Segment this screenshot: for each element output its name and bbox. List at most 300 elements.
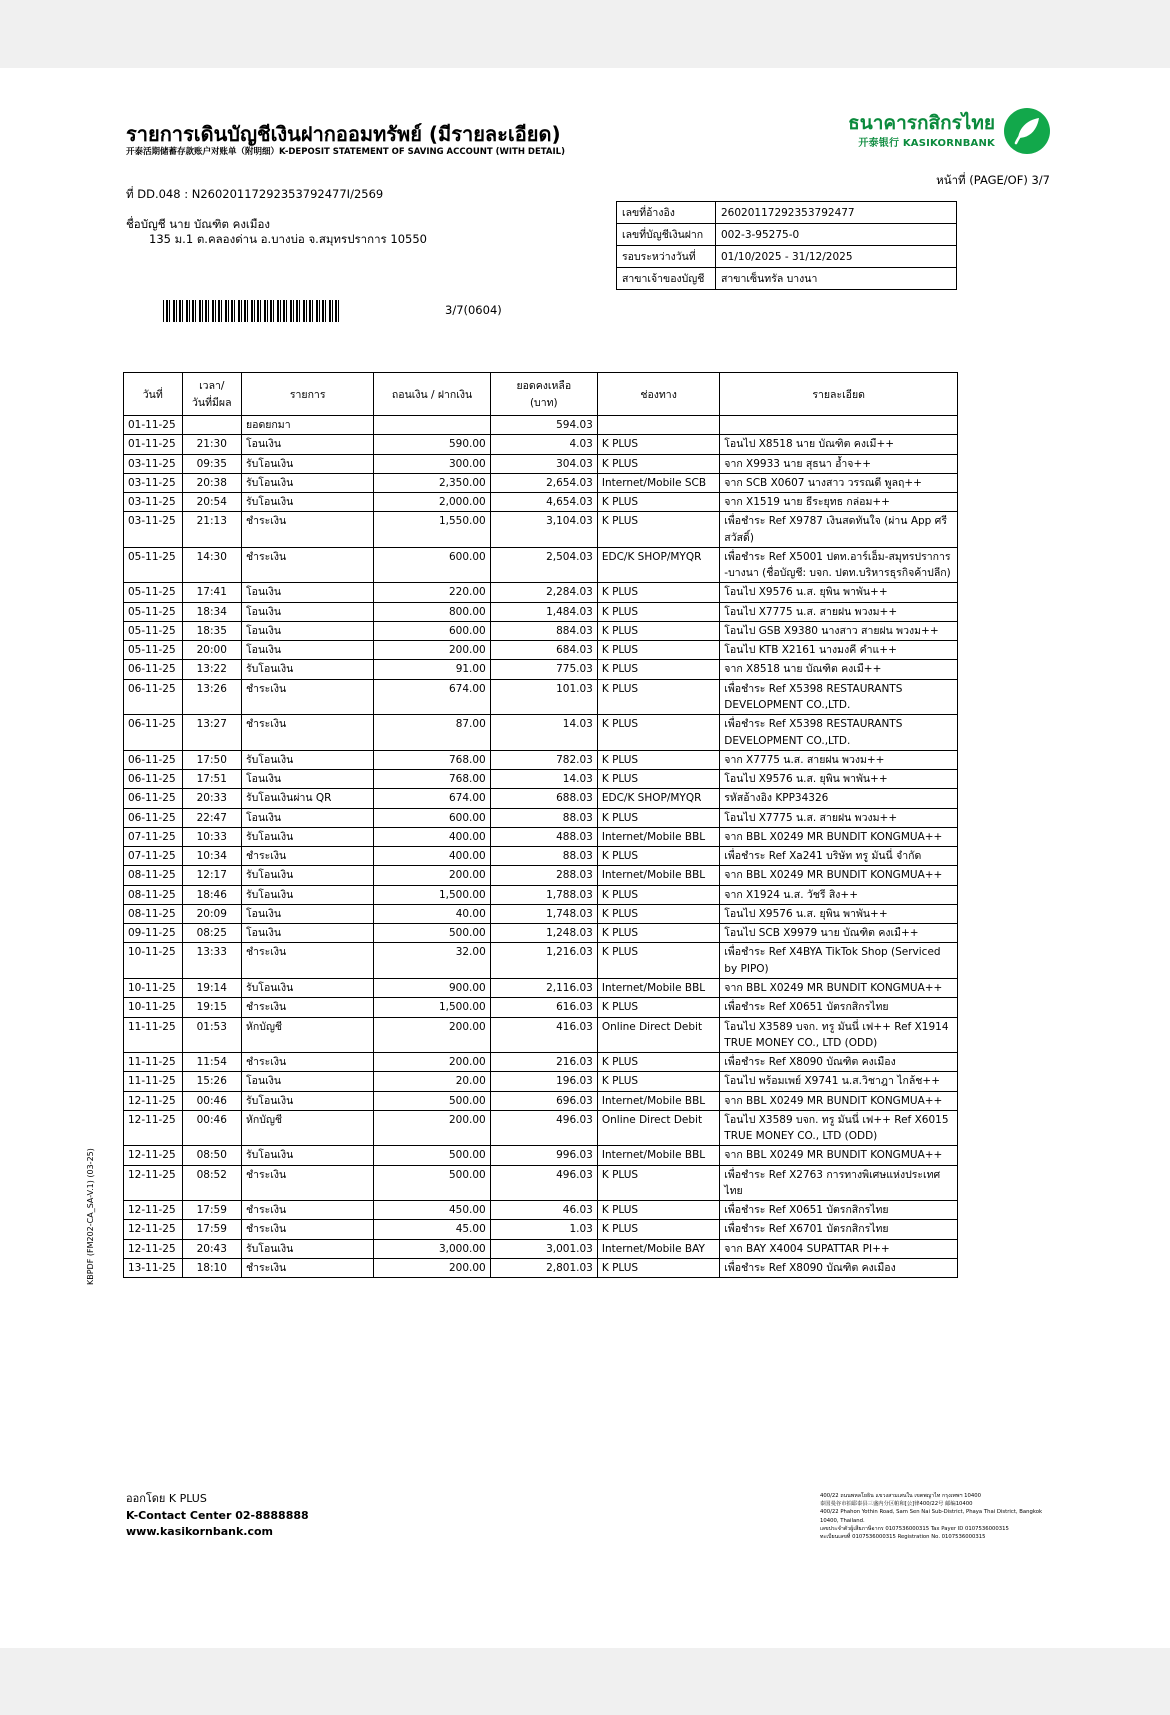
account-holder-address: 135 ม.1 ต.คลองด่าน อ.บางบ่อ จ.สมุทรปราการ 10550 bbox=[149, 232, 427, 246]
bank-name-cn-en: 开泰银行 KASIKORNBANK bbox=[858, 138, 995, 150]
cell-description: รับโอนเงินผ่าน QR bbox=[242, 789, 374, 808]
cell-balance: 1,216.03 bbox=[490, 943, 597, 979]
cell-description: รับโอนเงิน bbox=[242, 1239, 374, 1258]
cell-detail: จาก BBL X0249 MR BUNDIT KONGMUA++ bbox=[720, 978, 958, 997]
cell-time: 08:25 bbox=[182, 924, 241, 943]
table-row bbox=[124, 924, 958, 943]
transaction-table-body bbox=[124, 416, 958, 1278]
cell-balance: 696.03 bbox=[490, 1091, 597, 1110]
cell-detail: จาก X7775 น.ส. สายฝน พวงม++ bbox=[720, 750, 958, 769]
page-title: รายการเดินบัญชีเงินฝากออมทรัพย์ (มีรายละเอียด) bbox=[126, 122, 561, 146]
cell-balance: 88.03 bbox=[490, 808, 597, 827]
page-top-margin bbox=[0, 0, 1170, 68]
cell-balance: 2,801.03 bbox=[490, 1258, 597, 1277]
cell-detail: เพื่อชำระ Ref X5001 ปตท.อาร์เอ็ม-สมุทรปราการ -บางนา (ชื่อบัญชี: บจก. ปตท.บริหารธุรกิจค้าปลีก) bbox=[720, 547, 958, 583]
cell-balance: 688.03 bbox=[490, 789, 597, 808]
table-row bbox=[124, 770, 958, 789]
cell-time: 20:33 bbox=[182, 789, 241, 808]
cell-time: 17:51 bbox=[182, 770, 241, 789]
cell-balance: 616.03 bbox=[490, 998, 597, 1017]
cell-description: รับโอนเงิน bbox=[242, 978, 374, 997]
cell-channel: EDC/K SHOP/MYQR bbox=[597, 547, 719, 583]
cell-description: ชำระเงิน bbox=[242, 715, 374, 751]
table-row bbox=[124, 904, 958, 923]
info-value-branch: สาขาเซ็นทรัล บางนา bbox=[716, 268, 957, 290]
cell-balance: 496.03 bbox=[490, 1165, 597, 1201]
info-row-reference bbox=[617, 202, 957, 224]
cell-amount: 500.00 bbox=[374, 1091, 490, 1110]
cell-balance: 684.03 bbox=[490, 641, 597, 660]
cell-time: 11:54 bbox=[182, 1053, 241, 1072]
cell-balance: 1,484.03 bbox=[490, 602, 597, 621]
cell-description: รับโอนเงิน bbox=[242, 885, 374, 904]
cell-description: หักบัญชี bbox=[242, 1017, 374, 1053]
cell-detail: เพื่อชำระ Ref X0651 บัตรกสิกรไทย bbox=[720, 1201, 958, 1220]
account-holder-name: ชื่อบัญชี นาย บัณฑิต คงเมือง bbox=[126, 217, 270, 231]
cell-amount: 2,000.00 bbox=[374, 493, 490, 512]
table-row bbox=[124, 715, 958, 751]
cell-amount: 200.00 bbox=[374, 1110, 490, 1146]
cell-description: ชำระเงิน bbox=[242, 998, 374, 1017]
cell-time: 17:59 bbox=[182, 1201, 241, 1220]
cell-amount: 600.00 bbox=[374, 621, 490, 640]
cell-time: 20:38 bbox=[182, 473, 241, 492]
cell-balance: 304.03 bbox=[490, 454, 597, 473]
table-row bbox=[124, 547, 958, 583]
cell-description: ชำระเงิน bbox=[242, 1053, 374, 1072]
footer-website[interactable]: www.kasikornbank.com bbox=[126, 1525, 274, 1538]
cell-detail: โอนไป X8518 นาย บัณฑิต คงเมื++ bbox=[720, 435, 958, 454]
cell-description: ชำระเงิน bbox=[242, 943, 374, 979]
cell-time: 18:34 bbox=[182, 602, 241, 621]
form-code-vertical: KBPDF (FM202-CA_SA-V.1) (03-25) bbox=[86, 1148, 95, 1285]
cell-date: 03-11-25 bbox=[124, 454, 183, 473]
cell-detail: โอนไป GSB X9380 นางสาว สายฝน พวงม++ bbox=[720, 621, 958, 640]
cell-time: 10:34 bbox=[182, 847, 241, 866]
cell-detail: โอนไป SCB X9979 นาย บัณฑิต คงเมื++ bbox=[720, 924, 958, 943]
table-row bbox=[124, 473, 958, 492]
cell-balance: 88.03 bbox=[490, 847, 597, 866]
cell-channel: K PLUS bbox=[597, 1165, 719, 1201]
cell-channel: Internet/Mobile BBL bbox=[597, 978, 719, 997]
cell-amount: 900.00 bbox=[374, 978, 490, 997]
cell-date: 10-11-25 bbox=[124, 998, 183, 1017]
cell-channel: K PLUS bbox=[597, 924, 719, 943]
cell-channel: K PLUS bbox=[597, 435, 719, 454]
cell-amount: 1,500.00 bbox=[374, 998, 490, 1017]
cell-time: 12:17 bbox=[182, 866, 241, 885]
cell-amount: 200.00 bbox=[374, 866, 490, 885]
cell-amount: 674.00 bbox=[374, 789, 490, 808]
header-time bbox=[182, 373, 241, 416]
cell-balance: 416.03 bbox=[490, 1017, 597, 1053]
cell-description: ชำระเงิน bbox=[242, 679, 374, 715]
footer-bank-address: 400/22 ถนนพหลโยธิน แขวงสามเสนใน เขตพญาไท กรุงเทพฯ 10400 泰国曼谷市拍耶泰县三盛内分区帕和[公]律400/22号 邮编10400 400/22 Phahon Yothin Road, Sam Sen Nai Sub-District, Phaya Thai District, Bangkok 10400, Thailand. เลขประจำตัวผู้เสียภาษีอากร 0107536000315 Tax Payer ID 0107536000315 ทะเบียนเลขที่ 0107536000315 Registration No. 0107536000315 bbox=[820, 1493, 1043, 1541]
cell-time: 15:26 bbox=[182, 1072, 241, 1091]
cell-date: 08-11-25 bbox=[124, 885, 183, 904]
cell-amount: 500.00 bbox=[374, 1146, 490, 1165]
cell-detail: จาก X8518 นาย บัณฑิต คงเมื++ bbox=[720, 660, 958, 679]
cell-channel: K PLUS bbox=[597, 583, 719, 602]
footer-contact bbox=[126, 1491, 309, 1541]
cell-date: 03-11-25 bbox=[124, 493, 183, 512]
cell-detail: เพื่อชำระ Ref X8090 บัณฑิต คงเมือง bbox=[720, 1258, 958, 1277]
cell-balance: 1,248.03 bbox=[490, 924, 597, 943]
cell-balance: 996.03 bbox=[490, 1146, 597, 1165]
info-label-branch: สาขาเจ้าของบัญชี bbox=[617, 268, 716, 290]
cell-channel: Internet/Mobile BAY bbox=[597, 1239, 719, 1258]
cell-time: 19:15 bbox=[182, 998, 241, 1017]
cell-description: โอนเงิน bbox=[242, 583, 374, 602]
table-row bbox=[124, 512, 958, 548]
table-row bbox=[124, 1017, 958, 1053]
cell-date: 06-11-25 bbox=[124, 770, 183, 789]
cell-time: 13:27 bbox=[182, 715, 241, 751]
cell-date: 12-11-25 bbox=[124, 1146, 183, 1165]
info-row-account-number bbox=[617, 224, 957, 246]
cell-amount: 300.00 bbox=[374, 454, 490, 473]
cell-description: ชำระเงิน bbox=[242, 512, 374, 548]
transaction-table-head bbox=[124, 373, 958, 416]
cell-description: ชำระเงิน bbox=[242, 1165, 374, 1201]
table-row bbox=[124, 789, 958, 808]
cell-description: โอนเงิน bbox=[242, 904, 374, 923]
cell-amount: 220.00 bbox=[374, 583, 490, 602]
cell-amount: 87.00 bbox=[374, 715, 490, 751]
cell-description: รับโอนเงิน bbox=[242, 454, 374, 473]
cell-date: 05-11-25 bbox=[124, 621, 183, 640]
table-row bbox=[124, 847, 958, 866]
cell-amount: 400.00 bbox=[374, 847, 490, 866]
cell-channel: Internet/Mobile BBL bbox=[597, 827, 719, 846]
cell-detail: เพื่อชำระ Ref X9787 เงินสดทันใจ (ผ่าน App ศรี สวัสดิ์) bbox=[720, 512, 958, 548]
cell-time: 22:47 bbox=[182, 808, 241, 827]
cell-description: โอนเงิน bbox=[242, 641, 374, 660]
cell-amount: 1,500.00 bbox=[374, 885, 490, 904]
cell-detail: จาก BBL X0249 MR BUNDIT KONGMUA++ bbox=[720, 1091, 958, 1110]
cell-amount: 500.00 bbox=[374, 924, 490, 943]
cell-time: 13:22 bbox=[182, 660, 241, 679]
cell-date: 11-11-25 bbox=[124, 1053, 183, 1072]
cell-balance: 216.03 bbox=[490, 1053, 597, 1072]
cell-time: 13:26 bbox=[182, 679, 241, 715]
cell-balance: 1,788.03 bbox=[490, 885, 597, 904]
cell-date: 03-11-25 bbox=[124, 512, 183, 548]
cell-date: 12-11-25 bbox=[124, 1239, 183, 1258]
cell-description: รับโอนเงิน bbox=[242, 827, 374, 846]
header-balance bbox=[490, 373, 597, 416]
cell-time: 13:33 bbox=[182, 943, 241, 979]
cell-date: 11-11-25 bbox=[124, 1017, 183, 1053]
table-row bbox=[124, 885, 958, 904]
table-row bbox=[124, 1053, 958, 1072]
header-time-line1: เวลา/ bbox=[199, 380, 225, 392]
page-bottom-margin bbox=[0, 1648, 1170, 1715]
cell-description: ชำระเงิน bbox=[242, 1220, 374, 1239]
cell-channel: K PLUS bbox=[597, 715, 719, 751]
cell-balance: 3,001.03 bbox=[490, 1239, 597, 1258]
cell-description: โอนเงิน bbox=[242, 808, 374, 827]
info-label-reference: เลขที่อ้างอิง bbox=[617, 202, 716, 224]
cell-time: 18:35 bbox=[182, 621, 241, 640]
cell-amount: 2,350.00 bbox=[374, 473, 490, 492]
table-row bbox=[124, 808, 958, 827]
bank-name-block bbox=[848, 113, 995, 150]
bank-logo bbox=[848, 108, 1050, 154]
cell-channel: K PLUS bbox=[597, 885, 719, 904]
cell-channel: K PLUS bbox=[597, 1072, 719, 1091]
cell-amount: 674.00 bbox=[374, 679, 490, 715]
cell-balance: 594.03 bbox=[490, 416, 597, 435]
cell-detail: จาก X1519 นาย ธีระยุทธ กล่อม++ bbox=[720, 493, 958, 512]
table-row bbox=[124, 866, 958, 885]
cell-date: 07-11-25 bbox=[124, 847, 183, 866]
cell-date: 08-11-25 bbox=[124, 866, 183, 885]
table-row bbox=[124, 1258, 958, 1277]
cell-description: รับโอนเงิน bbox=[242, 473, 374, 492]
cell-date: 12-11-25 bbox=[124, 1165, 183, 1201]
footer-contact-center: K-Contact Center 02-8888888 bbox=[126, 1508, 309, 1522]
header-detail: รายละเอียด bbox=[720, 373, 958, 416]
cell-date: 12-11-25 bbox=[124, 1201, 183, 1220]
footer-issued-by: ออกโดย K PLUS bbox=[126, 1492, 207, 1505]
info-label-account-number: เลขที่บัญชีเงินฝาก bbox=[617, 224, 716, 246]
cell-channel: K PLUS bbox=[597, 1220, 719, 1239]
info-value-reference: 26020117292353792477 bbox=[716, 202, 957, 224]
cell-date: 06-11-25 bbox=[124, 750, 183, 769]
cell-detail: จาก BBL X0249 MR BUNDIT KONGMUA++ bbox=[720, 866, 958, 885]
cell-description: รับโอนเงิน bbox=[242, 1146, 374, 1165]
cell-detail: จาก BBL X0249 MR BUNDIT KONGMUA++ bbox=[720, 827, 958, 846]
cell-date: 06-11-25 bbox=[124, 660, 183, 679]
cell-amount: 200.00 bbox=[374, 1258, 490, 1277]
cell-description: รับโอนเงิน bbox=[242, 660, 374, 679]
cell-channel: K PLUS bbox=[597, 602, 719, 621]
table-row bbox=[124, 435, 958, 454]
cell-description: โอนเงิน bbox=[242, 1072, 374, 1091]
cell-channel: K PLUS bbox=[597, 904, 719, 923]
bank-name-th: ธนาคารกสิกรไทย bbox=[848, 111, 995, 134]
cell-amount: 768.00 bbox=[374, 750, 490, 769]
cell-detail: เพื่อชำระ Ref X5398 RESTAURANTS DEVELOPMENT CO.,LTD. bbox=[720, 679, 958, 715]
cell-channel: K PLUS bbox=[597, 660, 719, 679]
cell-date: 10-11-25 bbox=[124, 943, 183, 979]
cell-date: 06-11-25 bbox=[124, 715, 183, 751]
cell-balance: 14.03 bbox=[490, 715, 597, 751]
cell-detail: โอนไป X9576 น.ส. ยุพิน พาพัน++ bbox=[720, 770, 958, 789]
cell-date: 10-11-25 bbox=[124, 978, 183, 997]
cell-channel: K PLUS bbox=[597, 750, 719, 769]
cell-amount: 1,550.00 bbox=[374, 512, 490, 548]
info-row-period bbox=[617, 246, 957, 268]
cell-amount: 450.00 bbox=[374, 1201, 490, 1220]
cell-description: รับโอนเงิน bbox=[242, 750, 374, 769]
cell-amount: 200.00 bbox=[374, 1053, 490, 1072]
cell-detail: จาก BAY X4004 SUPATTAR PI++ bbox=[720, 1239, 958, 1258]
cell-time: 00:46 bbox=[182, 1091, 241, 1110]
cell-description: โอนเงิน bbox=[242, 621, 374, 640]
cell-amount bbox=[374, 416, 490, 435]
cell-time: 10:33 bbox=[182, 827, 241, 846]
table-row bbox=[124, 1165, 958, 1201]
info-label-period: รอบระหว่างวันที่ bbox=[617, 246, 716, 268]
cell-detail: โอนไป X9576 น.ส. ยุพิน พาพัน++ bbox=[720, 904, 958, 923]
cell-date: 06-11-25 bbox=[124, 808, 183, 827]
cell-channel: Internet/Mobile BBL bbox=[597, 866, 719, 885]
cell-balance: 196.03 bbox=[490, 1072, 597, 1091]
cell-time: 17:41 bbox=[182, 583, 241, 602]
cell-time: 19:14 bbox=[182, 978, 241, 997]
table-row bbox=[124, 493, 958, 512]
cell-amount: 200.00 bbox=[374, 641, 490, 660]
cell-time bbox=[182, 416, 241, 435]
table-row bbox=[124, 1239, 958, 1258]
cell-detail: เพื่อชำระ Ref Xa241 บริษัท ทรู มันนี่ จำกัด bbox=[720, 847, 958, 866]
cell-description: ยอดยกมา bbox=[242, 416, 374, 435]
cell-date: 06-11-25 bbox=[124, 679, 183, 715]
cell-channel: K PLUS bbox=[597, 943, 719, 979]
cell-amount: 500.00 bbox=[374, 1165, 490, 1201]
cell-date: 12-11-25 bbox=[124, 1091, 183, 1110]
cell-channel: K PLUS bbox=[597, 808, 719, 827]
cell-description: รับโอนเงิน bbox=[242, 493, 374, 512]
cell-time: 17:59 bbox=[182, 1220, 241, 1239]
table-row bbox=[124, 1072, 958, 1091]
cell-channel: K PLUS bbox=[597, 621, 719, 640]
info-row-branch bbox=[617, 268, 957, 290]
cell-detail: เพื่อชำระ Ref X5398 RESTAURANTS DEVELOPMENT CO.,LTD. bbox=[720, 715, 958, 751]
cell-time: 18:46 bbox=[182, 885, 241, 904]
header-balance-line2: (บาท) bbox=[529, 397, 558, 409]
cell-channel: K PLUS bbox=[597, 1053, 719, 1072]
cell-detail: รหัสอ้างอิง KPP34326 bbox=[720, 789, 958, 808]
cell-detail: เพื่อชำระ Ref X4BYA TikTok Shop (Serviced by PIPO) bbox=[720, 943, 958, 979]
cell-time: 08:52 bbox=[182, 1165, 241, 1201]
page-subtitle: 开泰活期储蓄存款账户对账单（附明细）K-DEPOSIT STATEMENT OF SAVING ACCOUNT (WITH DETAIL) bbox=[126, 147, 565, 157]
info-value-period: 01/10/2025 - 31/12/2025 bbox=[716, 246, 957, 268]
document-number: ที่ DD.048 : N26020117292353792477I/2569 bbox=[126, 187, 384, 201]
cell-channel: K PLUS bbox=[597, 454, 719, 473]
barcode-label: 3/7(0604) bbox=[445, 303, 502, 317]
cell-channel: K PLUS bbox=[597, 641, 719, 660]
cell-detail: เพื่อชำระ Ref X2763 การทางพิเศษแห่งประเทศ ไทย bbox=[720, 1165, 958, 1201]
page-number: หน้าที่ (PAGE/OF) 3/7 bbox=[936, 173, 1050, 187]
cell-channel: K PLUS bbox=[597, 679, 719, 715]
cell-date: 03-11-25 bbox=[124, 473, 183, 492]
cell-detail: จาก BBL X0249 MR BUNDIT KONGMUA++ bbox=[720, 1146, 958, 1165]
cell-date: 01-11-25 bbox=[124, 416, 183, 435]
cell-time: 20:54 bbox=[182, 493, 241, 512]
account-info-body bbox=[617, 202, 957, 290]
cell-balance: 2,116.03 bbox=[490, 978, 597, 997]
cell-amount: 590.00 bbox=[374, 435, 490, 454]
cell-channel: Internet/Mobile BBL bbox=[597, 1091, 719, 1110]
cell-date: 11-11-25 bbox=[124, 1072, 183, 1091]
cell-detail: จาก X1924 น.ส. วัชรี สิง++ bbox=[720, 885, 958, 904]
cell-date: 05-11-25 bbox=[124, 641, 183, 660]
cell-balance: 4.03 bbox=[490, 435, 597, 454]
account-info-table bbox=[616, 201, 957, 290]
cell-detail bbox=[720, 416, 958, 435]
cell-amount: 400.00 bbox=[374, 827, 490, 846]
header-amount: ถอนเงิน / ฝากเงิน bbox=[374, 373, 490, 416]
cell-channel: K PLUS bbox=[597, 770, 719, 789]
cell-amount: 200.00 bbox=[374, 1017, 490, 1053]
cell-amount: 45.00 bbox=[374, 1220, 490, 1239]
table-row bbox=[124, 827, 958, 846]
cell-detail: จาก SCB X0607 นางสาว วรรณดี พูลฤ++ bbox=[720, 473, 958, 492]
cell-channel: Internet/Mobile BBL bbox=[597, 1146, 719, 1165]
table-row bbox=[124, 679, 958, 715]
cell-detail: เพื่อชำระ Ref X8090 บัณฑิต คงเมือง bbox=[720, 1053, 958, 1072]
cell-time: 18:10 bbox=[182, 1258, 241, 1277]
cell-channel: K PLUS bbox=[597, 847, 719, 866]
cell-channel: Online Direct Debit bbox=[597, 1110, 719, 1146]
cell-description: รับโอนเงิน bbox=[242, 1091, 374, 1110]
cell-balance: 2,284.03 bbox=[490, 583, 597, 602]
cell-balance: 782.03 bbox=[490, 750, 597, 769]
cell-channel: K PLUS bbox=[597, 512, 719, 548]
cell-date: 13-11-25 bbox=[124, 1258, 183, 1277]
cell-detail: เพื่อชำระ Ref X0651 บัตรกสิกรไทย bbox=[720, 998, 958, 1017]
cell-balance: 2,654.03 bbox=[490, 473, 597, 492]
cell-detail: โอนไป พร้อมเพย์ X9741 น.ส.วิชาฎา ไกล้ช++ bbox=[720, 1072, 958, 1091]
header-time-line2: วันที่มีผล bbox=[192, 397, 232, 409]
cell-amount: 32.00 bbox=[374, 943, 490, 979]
cell-date: 07-11-25 bbox=[124, 827, 183, 846]
cell-date: 12-11-25 bbox=[124, 1110, 183, 1146]
cell-time: 21:30 bbox=[182, 435, 241, 454]
cell-date: 12-11-25 bbox=[124, 1220, 183, 1239]
cell-amount: 600.00 bbox=[374, 808, 490, 827]
cell-amount: 20.00 bbox=[374, 1072, 490, 1091]
kbank-leaf-icon bbox=[1004, 108, 1050, 154]
table-row bbox=[124, 1220, 958, 1239]
cell-balance: 1,748.03 bbox=[490, 904, 597, 923]
cell-description: ชำระเงิน bbox=[242, 1201, 374, 1220]
cell-description: โอนเงิน bbox=[242, 770, 374, 789]
cell-description: ชำระเงิน bbox=[242, 847, 374, 866]
table-row bbox=[124, 1201, 958, 1220]
cell-detail: โอนไป X7775 น.ส. สายฝน พวงม++ bbox=[720, 808, 958, 827]
cell-amount: 3,000.00 bbox=[374, 1239, 490, 1258]
cell-amount: 800.00 bbox=[374, 602, 490, 621]
cell-description: โอนเงิน bbox=[242, 435, 374, 454]
table-row bbox=[124, 641, 958, 660]
cell-amount: 40.00 bbox=[374, 904, 490, 923]
cell-detail: เพื่อชำระ Ref X6701 บัตรกสิกรไทย bbox=[720, 1220, 958, 1239]
cell-amount: 768.00 bbox=[374, 770, 490, 789]
table-row bbox=[124, 978, 958, 997]
table-row bbox=[124, 750, 958, 769]
cell-balance: 288.03 bbox=[490, 866, 597, 885]
table-row bbox=[124, 583, 958, 602]
header-balance-line1: ยอดคงเหลือ bbox=[516, 380, 572, 392]
cell-channel: K PLUS bbox=[597, 998, 719, 1017]
table-row bbox=[124, 1110, 958, 1146]
cell-description: ชำระเงิน bbox=[242, 547, 374, 583]
table-row bbox=[124, 660, 958, 679]
cell-time: 14:30 bbox=[182, 547, 241, 583]
cell-balance: 4,654.03 bbox=[490, 493, 597, 512]
table-row bbox=[124, 998, 958, 1017]
cell-channel: Online Direct Debit bbox=[597, 1017, 719, 1053]
cell-balance: 496.03 bbox=[490, 1110, 597, 1146]
cell-date: 05-11-25 bbox=[124, 583, 183, 602]
cell-channel bbox=[597, 416, 719, 435]
cell-channel: EDC/K SHOP/MYQR bbox=[597, 789, 719, 808]
transaction-header-row bbox=[124, 373, 958, 416]
